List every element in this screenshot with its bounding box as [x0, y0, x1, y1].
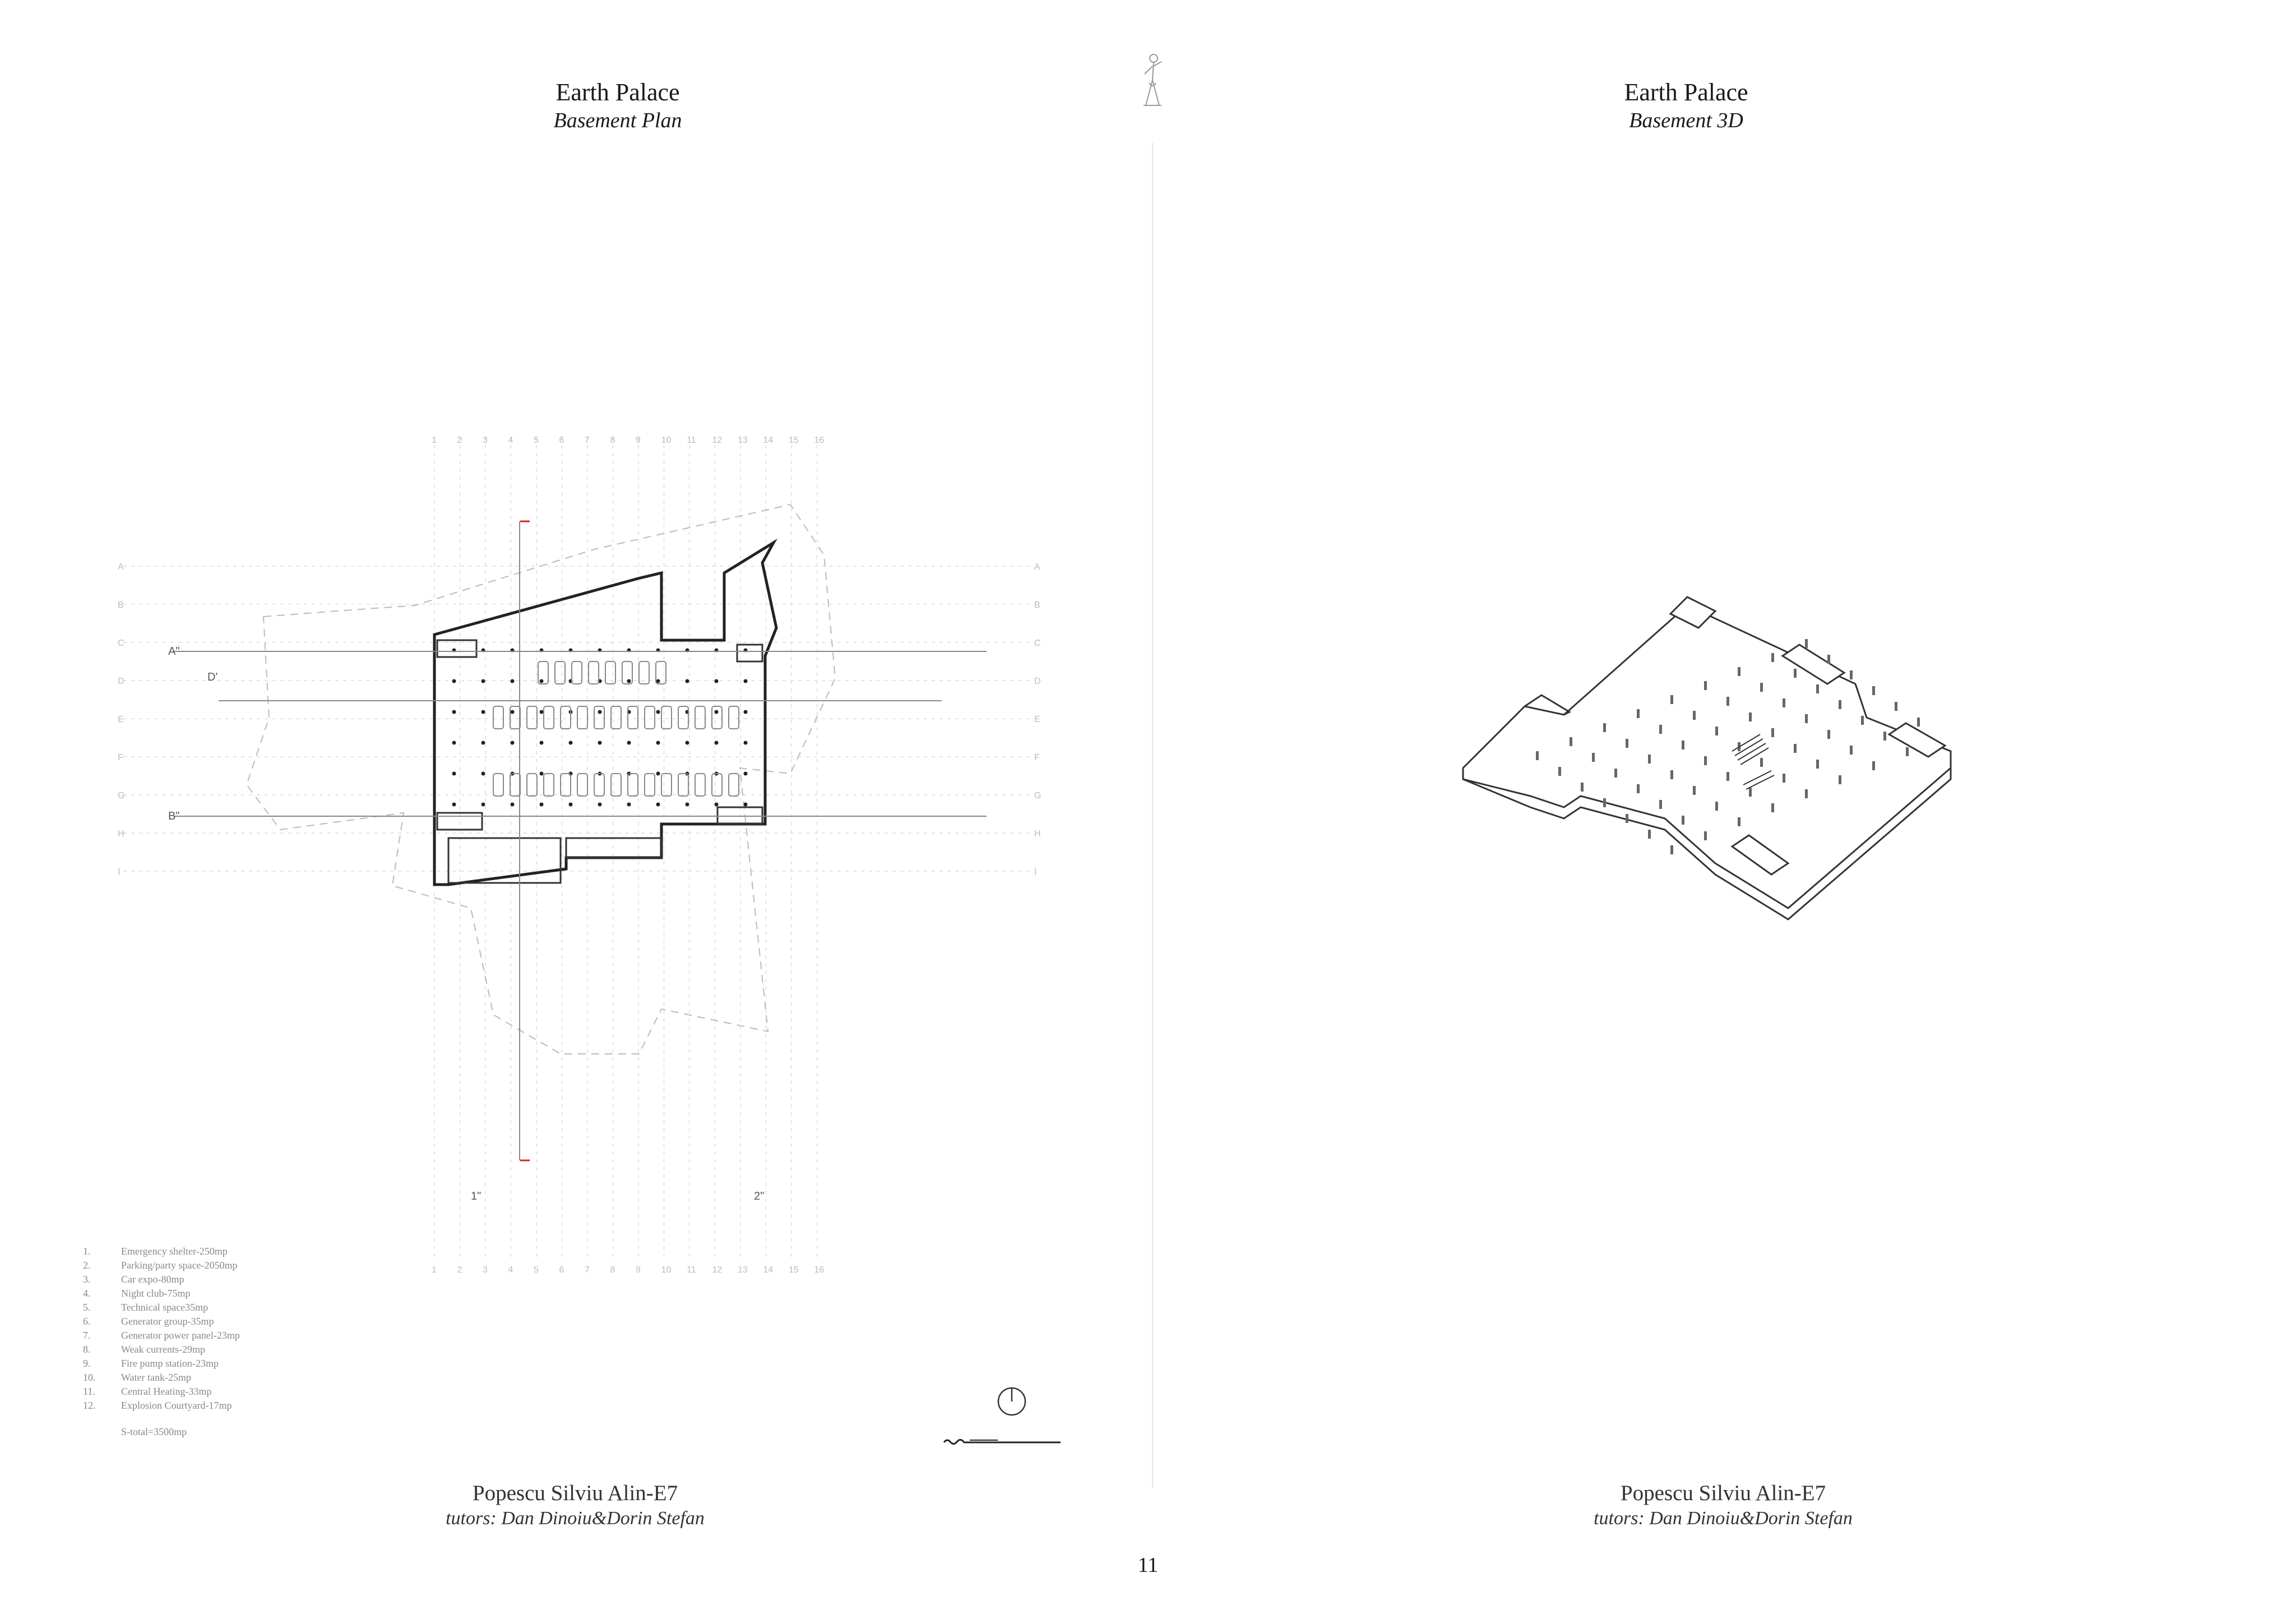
structural-column [598, 741, 602, 745]
grid-col-label: 12 [712, 1265, 723, 1275]
parking-stall [628, 706, 638, 729]
parking-stall [577, 774, 587, 796]
legend-item-number: 11. [83, 1386, 95, 1397]
structural-column [744, 803, 748, 807]
structural-column [598, 710, 602, 714]
left-footer [295, 1480, 855, 1530]
axo-column [1760, 683, 1763, 692]
grid-col-label: 7 [585, 1265, 590, 1275]
grid-row-label: E [1034, 715, 1040, 724]
legend-item-label: Water tank-25mp [121, 1372, 192, 1383]
section-label-d: D' [207, 671, 218, 683]
right-page-title: Earth Palace [1624, 78, 1748, 106]
parking-stall [611, 706, 621, 729]
grid-col-label: 16 [814, 436, 825, 445]
grid-col-label: 3 [483, 1265, 488, 1275]
parking-stall [544, 774, 554, 796]
axo-column [1715, 802, 1718, 811]
structural-column [569, 803, 573, 807]
legend-item-number: 12. [83, 1400, 96, 1411]
axo-column [1749, 712, 1752, 721]
structural-column [686, 803, 689, 807]
structural-column [715, 710, 719, 714]
structural-column [656, 710, 660, 714]
axo-column [1704, 681, 1707, 690]
structural-column [715, 679, 719, 683]
structural-column [540, 741, 544, 745]
legend-total: S-total=3500mp [121, 1426, 187, 1437]
parking-stall [493, 774, 503, 796]
grid-col-label: 11 [687, 1265, 696, 1275]
grid-col-label: 9 [636, 1265, 641, 1275]
legend-item-label: Fire pump station-23mp [121, 1358, 219, 1369]
legend-item-number: 4. [83, 1288, 91, 1299]
legend-item [83, 1385, 240, 1399]
structural-column [598, 803, 602, 807]
structural-column [482, 772, 485, 776]
parking-stall [661, 706, 672, 729]
legend-item-number: 2. [83, 1260, 91, 1271]
structural-column [482, 803, 485, 807]
structural-column [511, 803, 515, 807]
legend-item [83, 1371, 240, 1385]
legend-item-number: 6. [83, 1316, 91, 1327]
axo-column [1592, 753, 1595, 762]
axo-column [1704, 756, 1707, 765]
scale-bar [942, 1432, 1065, 1449]
grid-col-label: 2 [457, 436, 462, 445]
axo-column [1715, 727, 1718, 735]
structural-column [511, 741, 515, 745]
structural-column [627, 803, 631, 807]
legend-item [83, 1343, 240, 1357]
axo-column [1850, 746, 1853, 755]
parking-stall [712, 774, 722, 796]
structural-column [744, 679, 748, 683]
parking-stall [678, 774, 688, 796]
grid-col-label: 11 [687, 436, 696, 445]
axo-column [1614, 769, 1617, 778]
left-page-title: Earth Palace [556, 78, 680, 106]
grid-row-label: C [118, 639, 124, 648]
parking-stall [561, 706, 571, 729]
axo-column [1648, 755, 1651, 764]
axo-column [1726, 697, 1729, 706]
legend-item [83, 1399, 240, 1413]
grid-row-label: G [118, 791, 125, 801]
grid-row-label: A [118, 562, 124, 572]
structural-column [656, 679, 660, 683]
left-tutors: tutors: Dan Dinoiu&Dorin Stefan [446, 1508, 705, 1529]
grid-row-label: B [1034, 600, 1040, 610]
structural-column [744, 710, 748, 714]
structural-column [482, 679, 485, 683]
parking-stall [527, 774, 537, 796]
axo-column [1906, 747, 1909, 756]
legend-item-label: Weak currents-29mp [121, 1344, 205, 1355]
parking-stall [493, 706, 503, 729]
left-page-subtitle: Basement Plan [553, 109, 682, 132]
section-label-b: B" [168, 810, 180, 822]
axo-column [1693, 786, 1696, 795]
parking-stall [729, 706, 739, 729]
axo-column [1558, 767, 1561, 776]
axo-column [1850, 670, 1853, 679]
grid-col-label: 6 [559, 1265, 564, 1275]
axo-column [1783, 774, 1785, 783]
parking-stall [527, 706, 537, 729]
axo-column [1839, 700, 1841, 709]
legend-item [83, 1315, 240, 1329]
parking-stall [695, 706, 705, 729]
legend-item [83, 1244, 240, 1259]
axo-column [1805, 714, 1808, 723]
axo-column [1771, 803, 1774, 812]
legend-item-number: 10. [83, 1372, 96, 1383]
legend-item [83, 1259, 240, 1273]
grid-col-label: 14 [763, 1265, 774, 1275]
axo-column [1670, 845, 1673, 854]
parking-stall [510, 706, 520, 729]
grid-col-label: 1 [432, 1265, 437, 1275]
structural-column [686, 679, 689, 683]
parking-stall [678, 706, 688, 729]
parking-stall [645, 774, 655, 796]
axo-column [1872, 686, 1875, 695]
axo-column [1659, 800, 1662, 809]
axo-column [1861, 716, 1864, 725]
grid-col-label: 15 [789, 436, 799, 445]
structural-column [656, 772, 660, 776]
structural-column [715, 741, 719, 745]
axo-column [1883, 732, 1886, 741]
grid-row-label: F [1034, 753, 1040, 762]
legend-item-number: 5. [83, 1302, 91, 1313]
structural-column [482, 741, 485, 745]
structural-column [686, 741, 689, 745]
grid-col-label: 8 [610, 436, 615, 445]
grid-col-label: 10 [661, 436, 672, 445]
structural-column [482, 710, 485, 714]
axo-column [1648, 830, 1651, 839]
grid-col-label: 4 [508, 1265, 513, 1275]
axo-column [1771, 728, 1774, 737]
structural-column [540, 772, 544, 776]
axo-column [1603, 798, 1606, 807]
grid-col-label: 15 [789, 1265, 799, 1275]
parking-stall [712, 706, 722, 729]
grid-col-label: 6 [559, 436, 564, 445]
axo-column [1839, 775, 1841, 784]
grid-col-label: 2 [457, 1265, 462, 1275]
parking-stall [611, 774, 621, 796]
structural-column [744, 772, 748, 776]
grid-col-label: 5 [534, 1265, 539, 1275]
parking-stall [544, 706, 554, 729]
grid-col-label: 13 [738, 436, 748, 445]
axo-column [1704, 831, 1707, 840]
legend-item-number: 9. [83, 1358, 91, 1369]
right-footer [1443, 1480, 2003, 1530]
grid-col-label: 14 [763, 436, 774, 445]
axo-column [1794, 744, 1797, 753]
grid-col-label: 12 [712, 436, 723, 445]
structural-column [511, 710, 515, 714]
axo-column [1827, 655, 1830, 664]
grid-row-label: H [1034, 829, 1041, 839]
structural-column [540, 679, 544, 683]
parking-stall [594, 774, 604, 796]
legend-item [83, 1329, 240, 1343]
axo-column [1827, 730, 1830, 739]
structural-column [569, 741, 573, 745]
structural-column [540, 710, 544, 714]
legend-item [83, 1357, 240, 1371]
structural-column [452, 710, 456, 714]
left-title-block [365, 77, 870, 133]
grid-col-label: 9 [636, 436, 641, 445]
structural-column [656, 803, 660, 807]
parking-stall [594, 706, 604, 729]
grid-col-label: 13 [738, 1265, 748, 1275]
axo-column [1760, 758, 1763, 767]
grid-row-label: C [1034, 639, 1041, 648]
axo-column [1726, 772, 1729, 781]
room-legend [83, 1244, 240, 1439]
section-label-2: 2" [754, 1190, 765, 1202]
grid-row-label: B [118, 600, 124, 610]
grid-col-label: 5 [534, 436, 539, 445]
grid-row-label: D [118, 677, 124, 686]
axo-column [1805, 639, 1808, 648]
axo-column [1738, 667, 1740, 676]
right-author: Popescu Silviu Alin-E7 [1620, 1481, 1826, 1505]
legend-item-number: 8. [83, 1344, 91, 1355]
figure-sketch-icon [1132, 49, 1172, 117]
parking-stall [510, 774, 520, 796]
page-number: 11 [1137, 1553, 1159, 1577]
axo-column [1570, 737, 1572, 746]
legend-item [83, 1287, 240, 1301]
axo-column [1659, 725, 1662, 734]
grid-col-label: 8 [610, 1265, 615, 1275]
legend-item-label: Central Heating-33mp [121, 1386, 212, 1397]
parking-stall [577, 706, 587, 729]
axo-column [1637, 709, 1640, 718]
axo-column [1536, 751, 1539, 760]
axo-column [1626, 739, 1628, 748]
right-page-subtitle: Basement 3D [1629, 109, 1743, 132]
axo-column [1895, 702, 1897, 711]
structural-column [744, 741, 748, 745]
structural-column [511, 679, 515, 683]
north-arrow-icon [995, 1385, 1029, 1418]
grid-row-label: E [118, 715, 124, 724]
section-lines [174, 521, 987, 1160]
grid-col-label: 10 [661, 1265, 672, 1275]
legend-item [83, 1273, 240, 1287]
legend-item-number: 3. [83, 1274, 91, 1285]
structural-column [715, 803, 719, 807]
axo-column [1637, 784, 1640, 793]
legend-item-label: Parking/party space-2050mp [121, 1260, 238, 1271]
right-title-block [1434, 77, 1938, 133]
axo-column [1670, 695, 1673, 704]
axo-column [1670, 770, 1673, 779]
legend-item [83, 1301, 240, 1315]
parking-stall [628, 774, 638, 796]
legend-item-number: 7. [83, 1330, 91, 1341]
grid-row-label: G [1034, 791, 1041, 801]
grid-row-label: I [118, 867, 121, 877]
grid-row-label: I [1034, 867, 1037, 877]
grid-row-label: F [118, 753, 123, 762]
grid-col-label: 3 [483, 436, 488, 445]
grid-row-label: D [1034, 677, 1041, 686]
axo-column [1794, 669, 1797, 678]
axo-column [1682, 816, 1684, 825]
axo-column [1738, 817, 1740, 826]
structural-column [627, 741, 631, 745]
page-divider [1152, 143, 1153, 1488]
structural-column [452, 803, 456, 807]
structural-column [452, 772, 456, 776]
parking-stall [661, 774, 672, 796]
parking-stall [645, 706, 655, 729]
axo-column [1749, 788, 1752, 797]
axo-column [1771, 653, 1774, 662]
axo-column [1805, 789, 1808, 798]
grid-col-label: 4 [508, 436, 513, 445]
structural-column [540, 803, 544, 807]
structural-column [627, 679, 631, 683]
basement-plan-drawing [101, 426, 1065, 1278]
service-rooms [437, 640, 762, 883]
legend-item-label: Night club-75mp [121, 1288, 191, 1299]
axo-column [1917, 718, 1920, 727]
legend-item-label: Explosion Courtyard-17mp [121, 1400, 232, 1411]
grid-col-label: 7 [585, 436, 590, 445]
parking-stall [695, 774, 705, 796]
axo-column [1626, 814, 1628, 823]
legend-item-label: Technical space35mp [121, 1302, 209, 1313]
grid-col-label: 1 [432, 436, 437, 445]
legend-item-number: 1. [83, 1246, 91, 1257]
grid-row-label: H [118, 829, 124, 839]
axo-column [1816, 684, 1819, 693]
left-author: Popescu Silviu Alin-E7 [472, 1481, 678, 1505]
section-label-a: A" [168, 645, 180, 658]
section-label-1: 1" [471, 1190, 482, 1202]
structural-column [452, 679, 456, 683]
axo-column [1872, 761, 1875, 770]
axo-column [1783, 698, 1785, 707]
axo-column [1693, 711, 1696, 720]
legend-item-label: Car expo-80mp [121, 1274, 184, 1285]
basement-3d-axonometric [1452, 583, 1973, 947]
site-boundary-outline [247, 505, 835, 1054]
grid-row-label: A [1034, 562, 1040, 572]
legend-item-label: Generator group-35mp [121, 1316, 214, 1327]
axo-column [1816, 760, 1819, 769]
axo-column [1682, 741, 1684, 749]
axo-column [1603, 723, 1606, 732]
axo-column [1581, 783, 1584, 792]
grid-col-label: 16 [814, 1265, 825, 1275]
structural-column [452, 741, 456, 745]
parking-stall [729, 774, 739, 796]
legend-item-label: Generator power panel-23mp [121, 1330, 240, 1341]
structural-column [656, 741, 660, 745]
right-tutors: tutors: Dan Dinoiu&Dorin Stefan [1594, 1508, 1853, 1529]
legend-item-label: Emergency shelter-250mp [121, 1246, 228, 1257]
